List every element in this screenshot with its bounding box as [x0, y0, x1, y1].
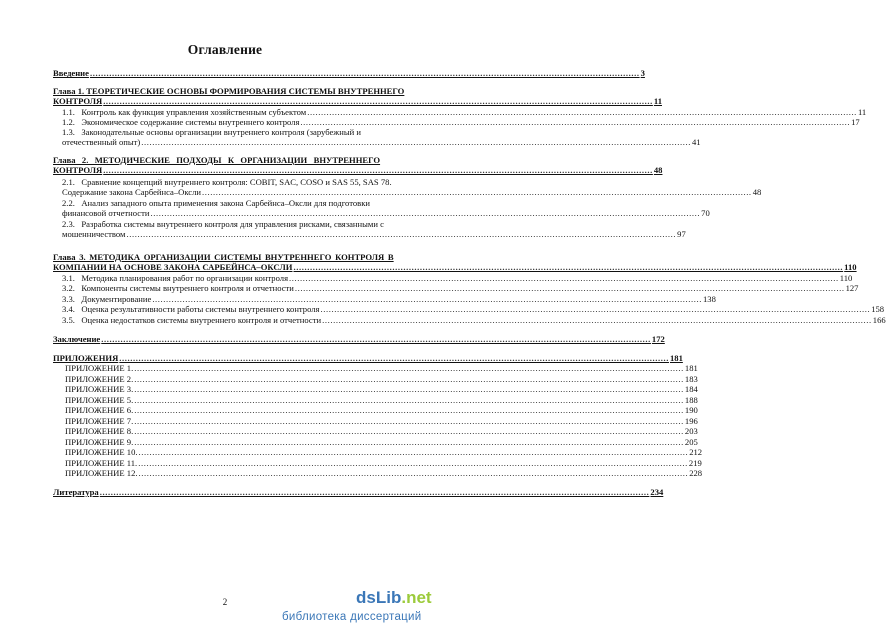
- toc-entry-2-2[interactable]: [53, 198, 710, 218]
- toc-entry-3-1[interactable]: [53, 273, 853, 283]
- toc-page: 110: [839, 273, 853, 283]
- leader-dots: ........................................................................................................................................................................................................: [138, 457, 688, 468]
- leader-dots: ........................................................................................................................................................................................................: [138, 468, 689, 478]
- section-number: 2.1.: [62, 177, 75, 187]
- leader-dots: ........................................................................................................................................................................................................: [134, 405, 684, 415]
- section-number: 1.3.: [62, 127, 75, 137]
- section-number: 2.3.: [62, 219, 75, 229]
- toc-label-cont: мошенничеством: [62, 229, 126, 239]
- leader-dots: ........................................................................................................................................................................................................: [134, 415, 684, 426]
- leader-dots: ........................................................................................................................................................................................................: [103, 165, 653, 175]
- toc-label: Экономическое содержание системы внутреннего контроля: [81, 117, 300, 127]
- toc-entry-3-2[interactable]: [53, 283, 859, 293]
- leader-dots: ........................................................................................................................................................................................................: [293, 262, 844, 272]
- toc-page: 11: [857, 107, 867, 117]
- toc-page: 183: [684, 373, 698, 384]
- toc-entry-conclusion[interactable]: [53, 334, 665, 344]
- toc-label: Введение: [53, 68, 89, 78]
- leader-dots: ........................................................................................................................................................................................................: [150, 208, 701, 218]
- section-number: 1.1.: [62, 107, 75, 117]
- toc-entry-1-1[interactable]: [53, 107, 867, 117]
- toc-label: Анализ западного опыта применения закона Сарбейнса–Оксли для подготовки: [81, 198, 370, 208]
- toc-label: Заключение: [53, 334, 101, 344]
- toc-label: ПРИЛОЖЕНИЕ 9.: [65, 436, 134, 447]
- leader-dots: ........................................................................................................................................................................................................: [134, 384, 684, 394]
- toc-entry-appendices[interactable]: [53, 353, 683, 363]
- leader-dots: ........................................................................................................................................................................................................: [134, 426, 684, 436]
- watermark-logo[interactable]: [356, 588, 432, 608]
- leader-dots: ........................................................................................................................................................................................................: [307, 107, 857, 117]
- leader-dots: ........................................................................................................................................................................................................: [320, 304, 871, 314]
- toc-page: 181: [669, 353, 683, 363]
- toc-entry-intro[interactable]: [53, 68, 645, 78]
- toc-label: Оценка недостатков системы внутреннего контроля и отчетности: [81, 315, 322, 325]
- leader-dots: ........................................................................................................................................................................................................: [99, 487, 650, 497]
- toc-page: 48: [752, 187, 762, 197]
- toc-label-cont: КОНТРОЛЯ: [53, 96, 103, 106]
- leader-dots: ........................................................................................................................................................................................................: [134, 394, 684, 405]
- toc-page: 203: [684, 426, 698, 436]
- toc-entry-2-1[interactable]: [53, 177, 762, 197]
- toc-page: 48: [653, 165, 663, 175]
- toc-label-cont: Содержание закона Сарбейнса–Оксли: [62, 187, 201, 197]
- toc-entry-appendix[interactable]: [53, 373, 698, 384]
- logo-text: dsLib: [356, 588, 402, 607]
- toc-page: 181: [684, 363, 698, 373]
- toc-entry-3-4[interactable]: [53, 304, 885, 314]
- toc-label: Документирование: [81, 294, 152, 304]
- toc-label-cont: финансовой отчетности: [62, 208, 150, 218]
- toc-page: 17: [851, 117, 860, 127]
- toc-label: Методика планирования работ по организации контроля: [81, 273, 289, 283]
- section-number: 3.5.: [62, 315, 75, 325]
- toc-label-cont: отечественный опыт): [62, 137, 141, 147]
- toc-label: ПРИЛОЖЕНИЕ 2.: [65, 373, 134, 384]
- toc-entry-appendix[interactable]: [53, 426, 698, 436]
- toc-label: Сравнение концепций внутреннего контроля: COBIT, SAC, COSO и SAS 55, SAS 78.: [81, 177, 392, 187]
- section-number: 2.2.: [62, 198, 75, 208]
- toc-page: 41: [691, 137, 701, 147]
- toc-label: Глава 1. ТЕОРЕТИЧЕСКИЕ ОСНОВЫ ФОРМИРОВАНИЯ СИСТЕМЫ ВНУТРЕННЕГО: [53, 86, 405, 96]
- toc-entry-appendix[interactable]: [53, 468, 703, 478]
- toc-label-cont: КОМПАНИИ НА ОСНОВЕ ЗАКОНА САРБЕЙНСА–ОКСЛИ: [53, 262, 293, 272]
- leader-dots: ........................................................................................................................................................................................................: [134, 363, 684, 373]
- toc-page: 166: [872, 315, 886, 325]
- leader-dots: ........................................................................................................................................................................................................: [101, 334, 651, 344]
- toc-label: Разработка системы внутреннего контроля для управления рисками, связанными с: [81, 219, 384, 229]
- toc-page: 110: [844, 262, 857, 272]
- toc-label: Оценка результативности работы системы внутреннего контроля: [81, 304, 320, 314]
- leader-dots: ........................................................................................................................................................................................................: [134, 436, 684, 447]
- leader-dots: ........................................................................................................................................................................................................: [322, 315, 872, 325]
- toc-page: 196: [684, 415, 698, 426]
- page-title: Оглавление: [187, 42, 263, 57]
- section-number: 3.4.: [62, 304, 75, 314]
- toc-page: 172: [651, 334, 665, 344]
- leader-dots: ........................................................................................................................................................................................................: [138, 447, 689, 457]
- toc-page: 11: [653, 96, 662, 106]
- section-number: 3.1.: [62, 273, 75, 283]
- leader-dots: ........................................................................................................................................................................................................: [119, 353, 669, 363]
- toc-entry-1-3[interactable]: [53, 127, 701, 147]
- leader-dots: ........................................................................................................................................................................................................: [89, 68, 640, 78]
- leader-dots: ........................................................................................................................................................................................................: [300, 117, 851, 127]
- toc-page: 219: [688, 457, 702, 468]
- toc-label: ПРИЛОЖЕНИЯ: [53, 353, 119, 363]
- toc-entry-2-3[interactable]: [53, 219, 686, 239]
- toc-page: 70: [701, 208, 710, 218]
- toc-page: 212: [689, 447, 703, 457]
- section-number: 1.2.: [62, 117, 75, 127]
- toc-entry-1-2[interactable]: [53, 117, 860, 127]
- toc-entry-3-5[interactable]: [53, 315, 886, 325]
- toc-label: ПРИЛОЖЕНИЕ 10.: [65, 447, 138, 457]
- toc-page: 158: [871, 304, 885, 314]
- section-number: 3.2.: [62, 283, 75, 293]
- toc-entry-appendix[interactable]: [53, 415, 698, 426]
- page-number: 2: [222, 597, 228, 607]
- toc-entry-appendix[interactable]: [53, 436, 698, 447]
- toc-entry-appendix[interactable]: [53, 384, 698, 394]
- toc-page: 228: [689, 468, 703, 478]
- leader-dots: ........................................................................................................................................................................................................: [152, 294, 702, 304]
- section-number: 3.3.: [62, 294, 75, 304]
- toc-label: ПРИЛОЖЕНИЕ 11.: [65, 457, 138, 468]
- toc-entry-literature[interactable]: [53, 487, 664, 497]
- logo-accent: .net: [401, 588, 432, 607]
- toc-page: 138: [703, 294, 716, 304]
- toc-label: ПРИЛОЖЕНИЕ 7.: [65, 415, 134, 426]
- toc-page: 205: [684, 436, 698, 447]
- leader-dots: ........................................................................................................................................................................................................: [134, 373, 684, 384]
- toc-entry-chapter3[interactable]: [53, 252, 857, 272]
- toc-label: Компоненты системы внутреннего контроля и отчетности: [81, 283, 294, 293]
- toc-page: 184: [684, 384, 698, 394]
- toc-entry-chapter1[interactable]: [53, 86, 662, 106]
- leader-dots: ........................................................................................................................................................................................................: [141, 137, 691, 147]
- toc-entry-chapter2[interactable]: [53, 155, 663, 175]
- toc-page: 127: [845, 283, 859, 293]
- toc-label: ПРИЛОЖЕНИЕ 3.: [65, 384, 134, 394]
- toc-page: 234: [650, 487, 664, 497]
- leader-dots: ........................................................................................................................................................................................................: [103, 96, 653, 106]
- leader-dots: ........................................................................................................................................................................................................: [294, 283, 845, 293]
- watermark-subtitle: библиотека диссертаций: [282, 611, 422, 623]
- toc-label: Глава 2. МЕТОДИЧЕСКИЕ ПОДХОДЫ К ОРГАНИЗАЦИИ ВНУТРЕННЕГО: [53, 155, 381, 165]
- toc-entry-3-3[interactable]: [53, 294, 716, 304]
- toc-page: 188: [684, 394, 698, 405]
- toc-label: ПРИЛОЖЕНИЕ 12.: [65, 468, 138, 478]
- leader-dots: ........................................................................................................................................................................................................: [289, 273, 839, 283]
- toc-entry-appendix[interactable]: [53, 457, 702, 468]
- toc-label: ПРИЛОЖЕНИЕ 5.: [65, 394, 134, 405]
- toc-label: Глава 3. МЕТОДИКА ОРГАНИЗАЦИИ СИСТЕМЫ ВНУТРЕННЕГО КОНТРОЛЯ В: [53, 252, 394, 262]
- toc-label: ПРИЛОЖЕНИЕ 6.: [65, 405, 134, 415]
- toc-page: 190: [684, 405, 698, 415]
- toc-entry-appendix[interactable]: [53, 363, 698, 373]
- toc-label: ПРИЛОЖЕНИЕ 8.: [65, 426, 134, 436]
- toc-page: 3: [640, 68, 645, 78]
- toc-label: Литература: [53, 487, 99, 497]
- toc-entry-appendix[interactable]: [53, 394, 698, 405]
- toc-label: ПРИЛОЖЕНИЕ 1.: [65, 363, 134, 373]
- toc-label: Контроль как функция управления хозяйственным субъектом: [81, 107, 307, 117]
- toc-page: 97: [677, 229, 686, 239]
- toc-label: Законодательные основы организации внутреннего контроля (зарубежный и: [81, 127, 361, 137]
- leader-dots: ........................................................................................................................................................................................................: [202, 187, 752, 197]
- toc-entry-appendix[interactable]: [53, 447, 703, 457]
- toc-label-cont: КОНТРОЛЯ: [53, 165, 103, 175]
- toc-entry-appendix[interactable]: [53, 405, 698, 415]
- leader-dots: ........................................................................................................................................................................................................: [126, 229, 677, 239]
